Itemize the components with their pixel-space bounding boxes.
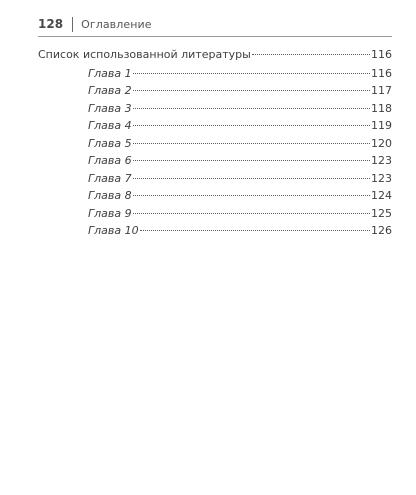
toc-leader-dots xyxy=(133,125,370,126)
toc-entry-label: Список использованной литературы xyxy=(38,48,251,61)
toc-entry-page: 116 xyxy=(371,48,392,61)
toc-entry-page: 123 xyxy=(371,171,392,185)
toc-leader-dots xyxy=(133,108,370,109)
toc-entry-page: 117 xyxy=(371,84,392,97)
toc-entry-chapter-6[interactable] xyxy=(38,152,392,170)
toc-entry-bibliography[interactable] xyxy=(38,46,392,64)
toc-leader-dots xyxy=(140,230,370,231)
toc-entry-chapter-1[interactable] xyxy=(38,65,392,83)
header-separator xyxy=(72,17,73,32)
toc-entry-label: Глава 2 xyxy=(88,84,132,97)
toc-leader-dots xyxy=(133,73,370,74)
toc-entry-page: 116 xyxy=(371,66,392,80)
toc-leader-dots xyxy=(252,54,370,55)
toc-entry-page: 120 xyxy=(371,136,392,150)
toc-entry-chapter-7[interactable] xyxy=(38,170,392,188)
page-number: 128 xyxy=(38,17,64,31)
toc-entry-page: 118 xyxy=(371,101,392,115)
toc-entry-page: 119 xyxy=(371,119,392,132)
toc-entry-label: Глава 9 xyxy=(88,206,132,220)
toc-entry-label: Глава 8 xyxy=(88,189,132,202)
table-of-contents xyxy=(38,46,392,240)
toc-entry-label: Глава 6 xyxy=(88,154,132,167)
toc-leader-dots xyxy=(133,195,370,196)
toc-entry-label: Глава 5 xyxy=(88,136,132,150)
toc-entry-label: Глава 1 xyxy=(88,66,132,80)
toc-entry-chapter-4[interactable] xyxy=(38,117,392,135)
toc-entry-chapter-2[interactable] xyxy=(38,82,392,100)
toc-entry-chapter-10[interactable] xyxy=(38,222,392,240)
toc-leader-dots xyxy=(133,160,370,161)
page-header xyxy=(38,14,392,34)
toc-leader-dots xyxy=(133,213,370,214)
toc-entry-page: 124 xyxy=(371,189,392,202)
toc-entry-chapter-9[interactable] xyxy=(38,205,392,223)
toc-entry-page: 125 xyxy=(371,206,392,220)
header-rule xyxy=(38,36,392,37)
toc-entry-label: Глава 4 xyxy=(88,119,132,132)
running-head-title: Оглавление xyxy=(81,17,152,31)
toc-entry-page: 123 xyxy=(371,154,392,167)
toc-leader-dots xyxy=(133,178,370,179)
toc-entry-chapter-3[interactable] xyxy=(38,100,392,118)
toc-entry-label: Глава 3 xyxy=(88,101,132,115)
toc-leader-dots xyxy=(133,143,370,144)
toc-entry-page: 126 xyxy=(371,224,392,237)
toc-entry-chapter-8[interactable] xyxy=(38,187,392,205)
toc-entry-label: Глава 10 xyxy=(88,224,139,237)
toc-entry-chapter-5[interactable] xyxy=(38,135,392,153)
toc-entry-label: Глава 7 xyxy=(88,171,132,185)
toc-leader-dots xyxy=(133,90,370,91)
